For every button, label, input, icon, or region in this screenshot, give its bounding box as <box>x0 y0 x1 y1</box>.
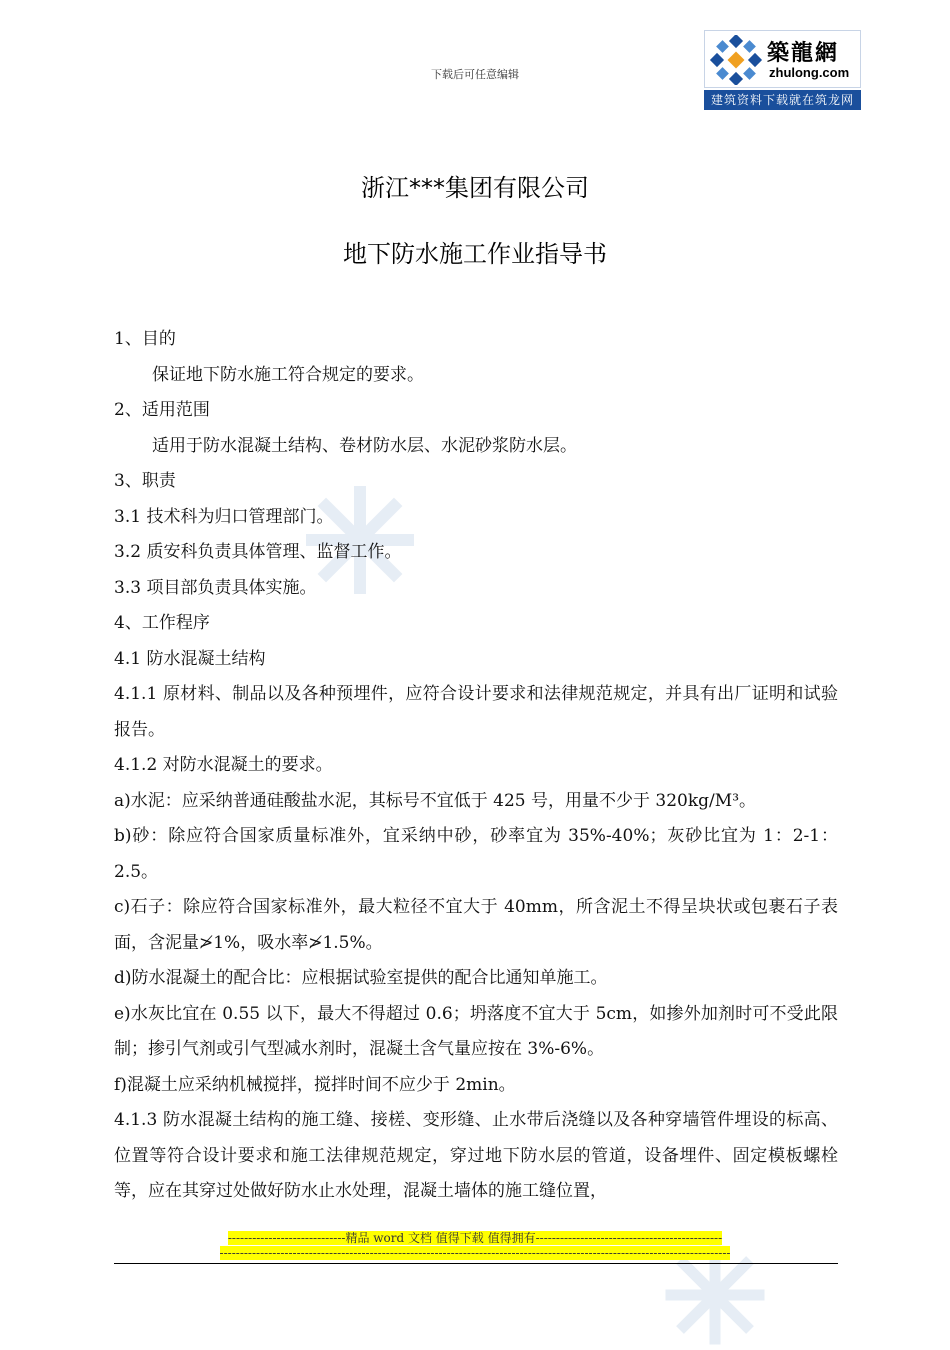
paragraph: 3.2 质安科负责具体管理、监督工作。 <box>114 542 402 562</box>
logo-chinese-name: 築龍網 <box>767 40 840 66</box>
paragraph: 3、职责 <box>114 471 176 491</box>
paragraph: 4、工作程序 <box>114 613 210 633</box>
footer-banner-line2 <box>0 1246 950 1261</box>
paragraph: d)防水混凝土的配合比：应根据试验室提供的配合比通知单施工。 <box>114 968 608 988</box>
paragraph: 3.1 技术科为归口管理部门。 <box>114 506 334 527</box>
paragraph: 2、适用范围 <box>114 400 210 420</box>
logo-box <box>704 30 861 88</box>
paragraph: 1、目的 <box>114 329 176 349</box>
company-name: 浙江***集团有限公司 <box>361 174 589 202</box>
header-note: 下载后可任意编辑 <box>431 68 519 81</box>
paragraph: 适用于防水混凝土结构、卷材防水层、水泥砂浆防水层。 <box>152 435 577 456</box>
logo-domain: zhulong.com <box>769 65 850 80</box>
footer-banner-text2: ------------------------------------------------------------------------------------------------------------------------------ <box>219 1246 731 1260</box>
logo-tagline: 建筑资料下载就在筑龙网 <box>704 90 861 110</box>
footer-rule <box>114 1263 838 1264</box>
paragraph: 4.1.3 防水混凝土结构的施工缝、接槎、变形缝、止水带后浇缝以及各种穿墙管件埋设的标高、位置等符合设计要求和施工法律规范规定，穿过地下防水层的管道，设备埋件、固定模板螺栓等，应在其穿过处做好防水止水处理，混凝土墙体的施工缝位置， <box>114 1110 838 1201</box>
document-title: 地下防水施工作业指导书 <box>343 240 607 268</box>
paragraph: a)水泥：应采纳普通硅酸盐水泥，其标号不宜低于 425 号，用量不少于 320kg/M³。 <box>114 790 757 811</box>
paragraph: 4.1.1 原材料、制品以及各种预埋件，应符合设计要求和法律规范规定，并具有出厂证明和试验报告。 <box>114 684 838 740</box>
document-body <box>114 322 838 1210</box>
paragraph: 3.3 项目部负责具体实施。 <box>114 577 317 598</box>
paragraph: 4.1.2 对防水混凝土的要求。 <box>114 755 333 775</box>
paragraph: 4.1 防水混凝土结构 <box>114 648 266 669</box>
zhulong-logo <box>704 30 861 110</box>
paragraph: b)砂：除应符合国家质量标准外，宜采纳中砂，砂率宜为 35%-40%；灰砂比宜为 1：2-1：2.5。 <box>114 826 838 882</box>
paragraph: 保证地下防水施工符合规定的要求。 <box>152 364 424 385</box>
paragraph: f)混凝土应采纳机械搅拌，搅拌时间不应少于 2min。 <box>114 1074 516 1095</box>
footer-banner-text1: -----------------------------精品 word 文档 值得下载 值得拥有---------------------------------------------- <box>227 1231 723 1245</box>
footer-banner-line1 <box>0 1231 950 1246</box>
paragraph: c)石子：除应符合国家标准外，最大粒径不宜大于 40mm，所含泥土不得呈块状或包裹石子表面，含泥量≯1%，吸水率≯1.5%。 <box>114 897 838 953</box>
logo-snowflake-icon <box>709 35 763 85</box>
paragraph: e)水灰比宜在 0.55 以下，最大不得超过 0.6；坍落度不宜大于 5cm，如掺外加剂时可不受此限制；掺引气剂或引气型减水剂时，混凝土含气量应按在 3%-6%。 <box>114 1003 838 1059</box>
